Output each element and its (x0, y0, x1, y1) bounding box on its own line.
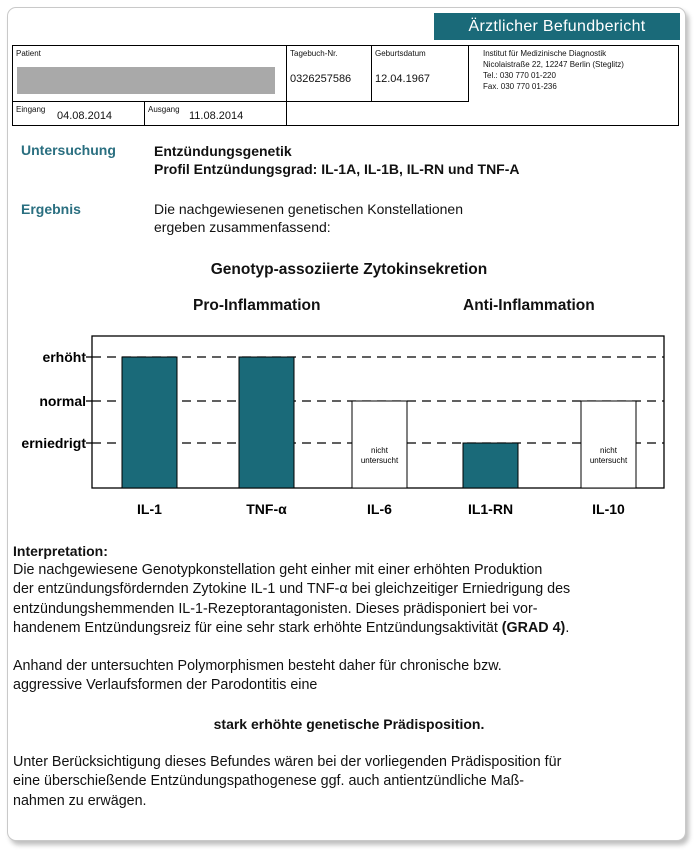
bar-3 (463, 443, 518, 488)
ausgang-cell (145, 102, 287, 126)
category-label-3: IL1-RN (467, 501, 514, 517)
patient-label: Patient (16, 49, 41, 58)
institute-name: Institut für Medizinische Diagnostik (483, 49, 607, 58)
interp-p1-line-2: der entzündungsfördernden Zytokine IL-1 und TNF-α bei gleichzeitiger Erniedrigung des (13, 581, 571, 598)
category-label-1: TNF-α (246, 501, 287, 517)
interp-p2-line-1: Anhand der untersuchten Polymorphismen besteht daher für chronische bzw. (13, 658, 502, 674)
tagebuch-label: Tagebuch-Nr. (290, 49, 338, 58)
bar-2-not-tested (352, 401, 407, 488)
interp-p4-line-3: nahmen zu erwägen. (13, 792, 147, 809)
interp-p4-line-2: eine überschießende Entzündungspathogenese ggf. auch antientzündliche Maß- (13, 773, 525, 790)
interp-p2-line-2: aggressive Verlaufsformen der Parodontitis eine (13, 677, 318, 694)
not-tested-label-2-a: nicht (371, 446, 388, 455)
not-tested-label-4-a: nicht (600, 446, 617, 455)
tagebuch-value: 0326257586 (290, 73, 352, 85)
not-tested-label-4-b: untersucht (589, 456, 628, 465)
untersuchung-text (154, 142, 520, 178)
interp-p1-line-3: entzündungshemmenden IL-1-Rezeptorantagonisten. Dieses prädisponiert bei vor- (13, 600, 538, 617)
eingang-label: Eingang (16, 105, 46, 114)
eingang-value: 04.08.2014 (57, 110, 113, 122)
ergebnis-line-1: Die nachgewiesenen genetischen Konstellationen (154, 201, 463, 217)
interp-p1-line-4-end: . (565, 619, 570, 636)
category-label-0: IL-1 (137, 501, 162, 517)
cytokine-bar-chart (0, 330, 698, 525)
group-label-pro: Pro-Inflammation (193, 297, 321, 314)
group-label-anti: Anti-Inflammation (463, 297, 595, 314)
chart-layer (21, 336, 664, 517)
interp-p1-line-1: Die nachgewiesene Genotypkonstellation geht einher mit einer erhöhten Produktion (13, 562, 543, 578)
patient-cell (13, 46, 287, 102)
ergebnis-label: Ergebnis (21, 201, 81, 217)
bar-4-not-tested (581, 401, 636, 488)
institute-fax: Fax. 030 770 01-236 (483, 82, 557, 91)
not-tested-label-2-b: untersucht (360, 456, 399, 465)
interp-p1-line-4-text: handenem Entzündungsreiz für eine sehr stark erhöhte Entzündungsaktivität (13, 619, 502, 636)
interp-p4-line-1: Unter Berücksichtigung dieses Befundes wären bei der vorliegenden Prädisposition für (13, 754, 562, 770)
interpretation-paragraph-1 (13, 561, 681, 638)
level-label-erhöht: erhöht (42, 349, 86, 365)
bar-1 (239, 357, 294, 488)
ausgang-value: 11.08.2014 (189, 110, 244, 122)
institute-address (483, 48, 624, 92)
institute-street: Nicolaistraße 22, 12247 Berlin (Steglitz) (483, 60, 624, 69)
geburtsdatum-label: Geburtsdatum (375, 49, 426, 58)
ergebnis-line-2: ergeben zusammenfassend: (154, 219, 331, 235)
category-label-2: IL-6 (367, 501, 392, 517)
level-label-normal: normal (39, 393, 86, 409)
grade-emphasis: (GRAD 4) (501, 619, 566, 636)
tagebuch-cell (287, 46, 372, 102)
chart-title: Genotyp-assoziierte Zytokinsekretion (210, 261, 488, 278)
patient-name-redacted (17, 67, 275, 94)
interp-p1-line-4 (13, 619, 681, 638)
category-label-4: IL-10 (592, 501, 625, 517)
bar-0 (122, 357, 177, 488)
ausgang-label: Ausgang (148, 105, 180, 114)
geburtsdatum-cell (372, 46, 469, 102)
institute-phone: Tel.: 030 770 01-220 (483, 71, 556, 80)
untersuchung-line-2: Profil Entzündungsgrad: IL-1A, IL-1B, IL-RN und TNF-A (154, 161, 520, 177)
report-title: Ärztlicher Befundbericht (434, 13, 680, 40)
eingang-cell (13, 102, 145, 126)
interpretation-heading: Interpretation: (13, 543, 108, 559)
untersuchung-label: Untersuchung (21, 142, 116, 158)
level-label-erniedrigt: erniedrigt (21, 435, 86, 451)
interpretation-paragraph-2 (13, 657, 681, 696)
predisposition-statement: stark erhöhte genetische Prädisposition. (213, 716, 485, 732)
untersuchung-line-1: Entzündungsgenetik (154, 143, 292, 159)
header-table (12, 45, 679, 126)
interpretation-paragraph-4 (13, 753, 681, 811)
ergebnis-text (154, 200, 463, 236)
geburtsdatum-value: 12.04.1967 (375, 73, 431, 85)
